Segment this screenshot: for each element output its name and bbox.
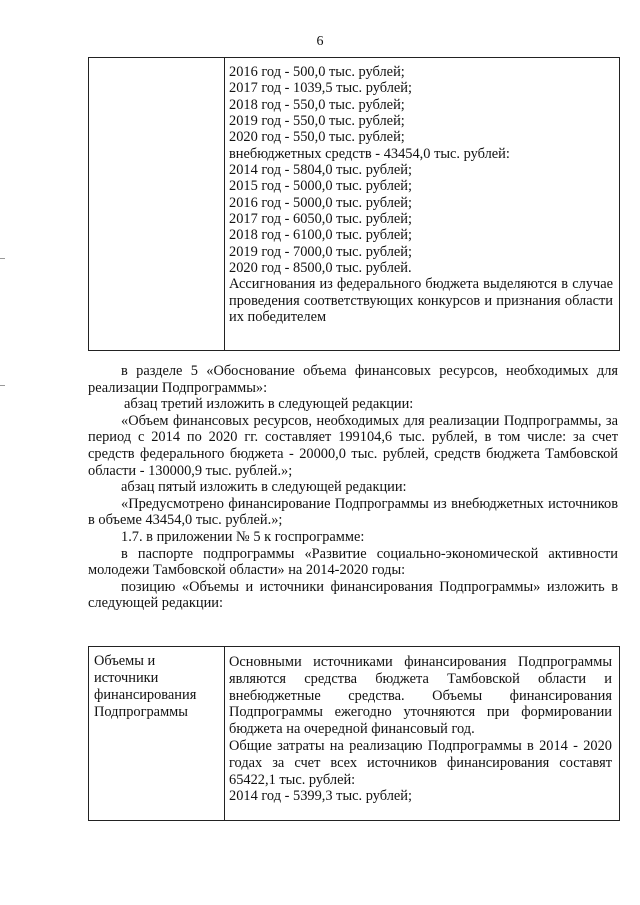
paragraph: Основными источниками финансирования Подпрограммы являются средства бюджета Тамбовской области и внебюджетные средства. Объемы финансирования Подпрограммы ежегодно уточняются при формировании бюджета на очередной финансовый год. [229,654,612,738]
funding-line: 2017 год - 6050,0 тыс. рублей; [229,211,412,228]
paragraph: «Объем финансовых ресурсов, необходимых для реализации Подпрограммы, за период с 2014 по 2020 гг. составляет 199104,6 тыс. рублей, в том числе: за счет средств федерального бюджета - 20000,0 тыс. рублей, средств бюджета Тамбовской области - 130000,9 тыс. рублей.»; [88,412,618,479]
position-content-cell [229,654,612,805]
paragraph: позицию «Объемы и источники финансирования Подпрограммы» изложить в следующей редакции: [88,578,618,612]
funding-line: 2020 год - 8500,0 тыс. рублей. [229,260,412,277]
table-column-divider [224,58,225,350]
paragraph: Общие затраты на реализацию Подпрограммы в 2014 - 2020 годах за счет всех источников финансирования составят 65422,1 тыс. рублей: [229,737,612,788]
federal-budget-note: Ассигнования из федерального бюджета выделяются в случае проведения соответствующих конкурсов и признания области их победителем [229,276,613,326]
paragraph: абзац третий изложить в следующей редакции: [124,396,414,413]
paragraph: «Предусмотрено финансирование Подпрограммы из внебюджетных источников в объеме 43454,0 тыс. рублей.»; [88,495,618,529]
funding-line: 2018 год - 550,0 тыс. рублей; [229,96,405,113]
funding-line: 2014 год - 5804,0 тыс. рублей; [229,162,412,179]
funding-line: 2020 год - 550,0 тыс. рублей; [229,129,405,146]
scan-margin-mark [0,385,5,386]
paragraph: в разделе 5 «Обоснование объема финансовых ресурсов, необходимых для реализации Подпрограммы»: [88,363,618,396]
funding-line: 2019 год - 550,0 тыс. рублей; [229,113,405,130]
funding-line: 2015 год - 5000,0 тыс. рублей; [229,178,412,195]
scan-margin-mark [0,258,5,259]
funding-line: внебюджетных средств - 43454,0 тыс. рублей: [229,145,510,162]
paragraph: абзац пятый изложить в следующей редакции: [121,479,407,496]
funding-line: 2018 год - 6100,0 тыс. рублей; [229,227,412,244]
funding-line: 2017 год - 1039,5 тыс. рублей; [229,80,412,97]
funding-line: 2016 год - 500,0 тыс. рублей; [229,64,405,80]
funding-line: 2019 год - 7000,0 тыс. рублей; [229,243,412,260]
funding-table-continued [88,57,620,351]
subprogram-funding-table [88,646,620,821]
table-column-divider [224,647,225,820]
amendment-text [88,363,618,612]
paragraph: 1.7. в приложении № 5 к госпрограмме: [121,528,365,545]
paragraph: в паспорте подпрограммы «Развитие социально-экономической активности молодежи Тамбовской области» на 2014-2020 годы: [88,545,618,579]
page-number: 6 [316,34,324,49]
funding-line: 2016 год - 5000,0 тыс. рублей; [229,194,412,211]
position-title-cell: Объемы и источники финансирования Подпрограммы [94,653,197,720]
paragraph: 2014 год - 5399,3 тыс. рублей; [229,788,412,805]
funding-details-cell [229,64,613,326]
